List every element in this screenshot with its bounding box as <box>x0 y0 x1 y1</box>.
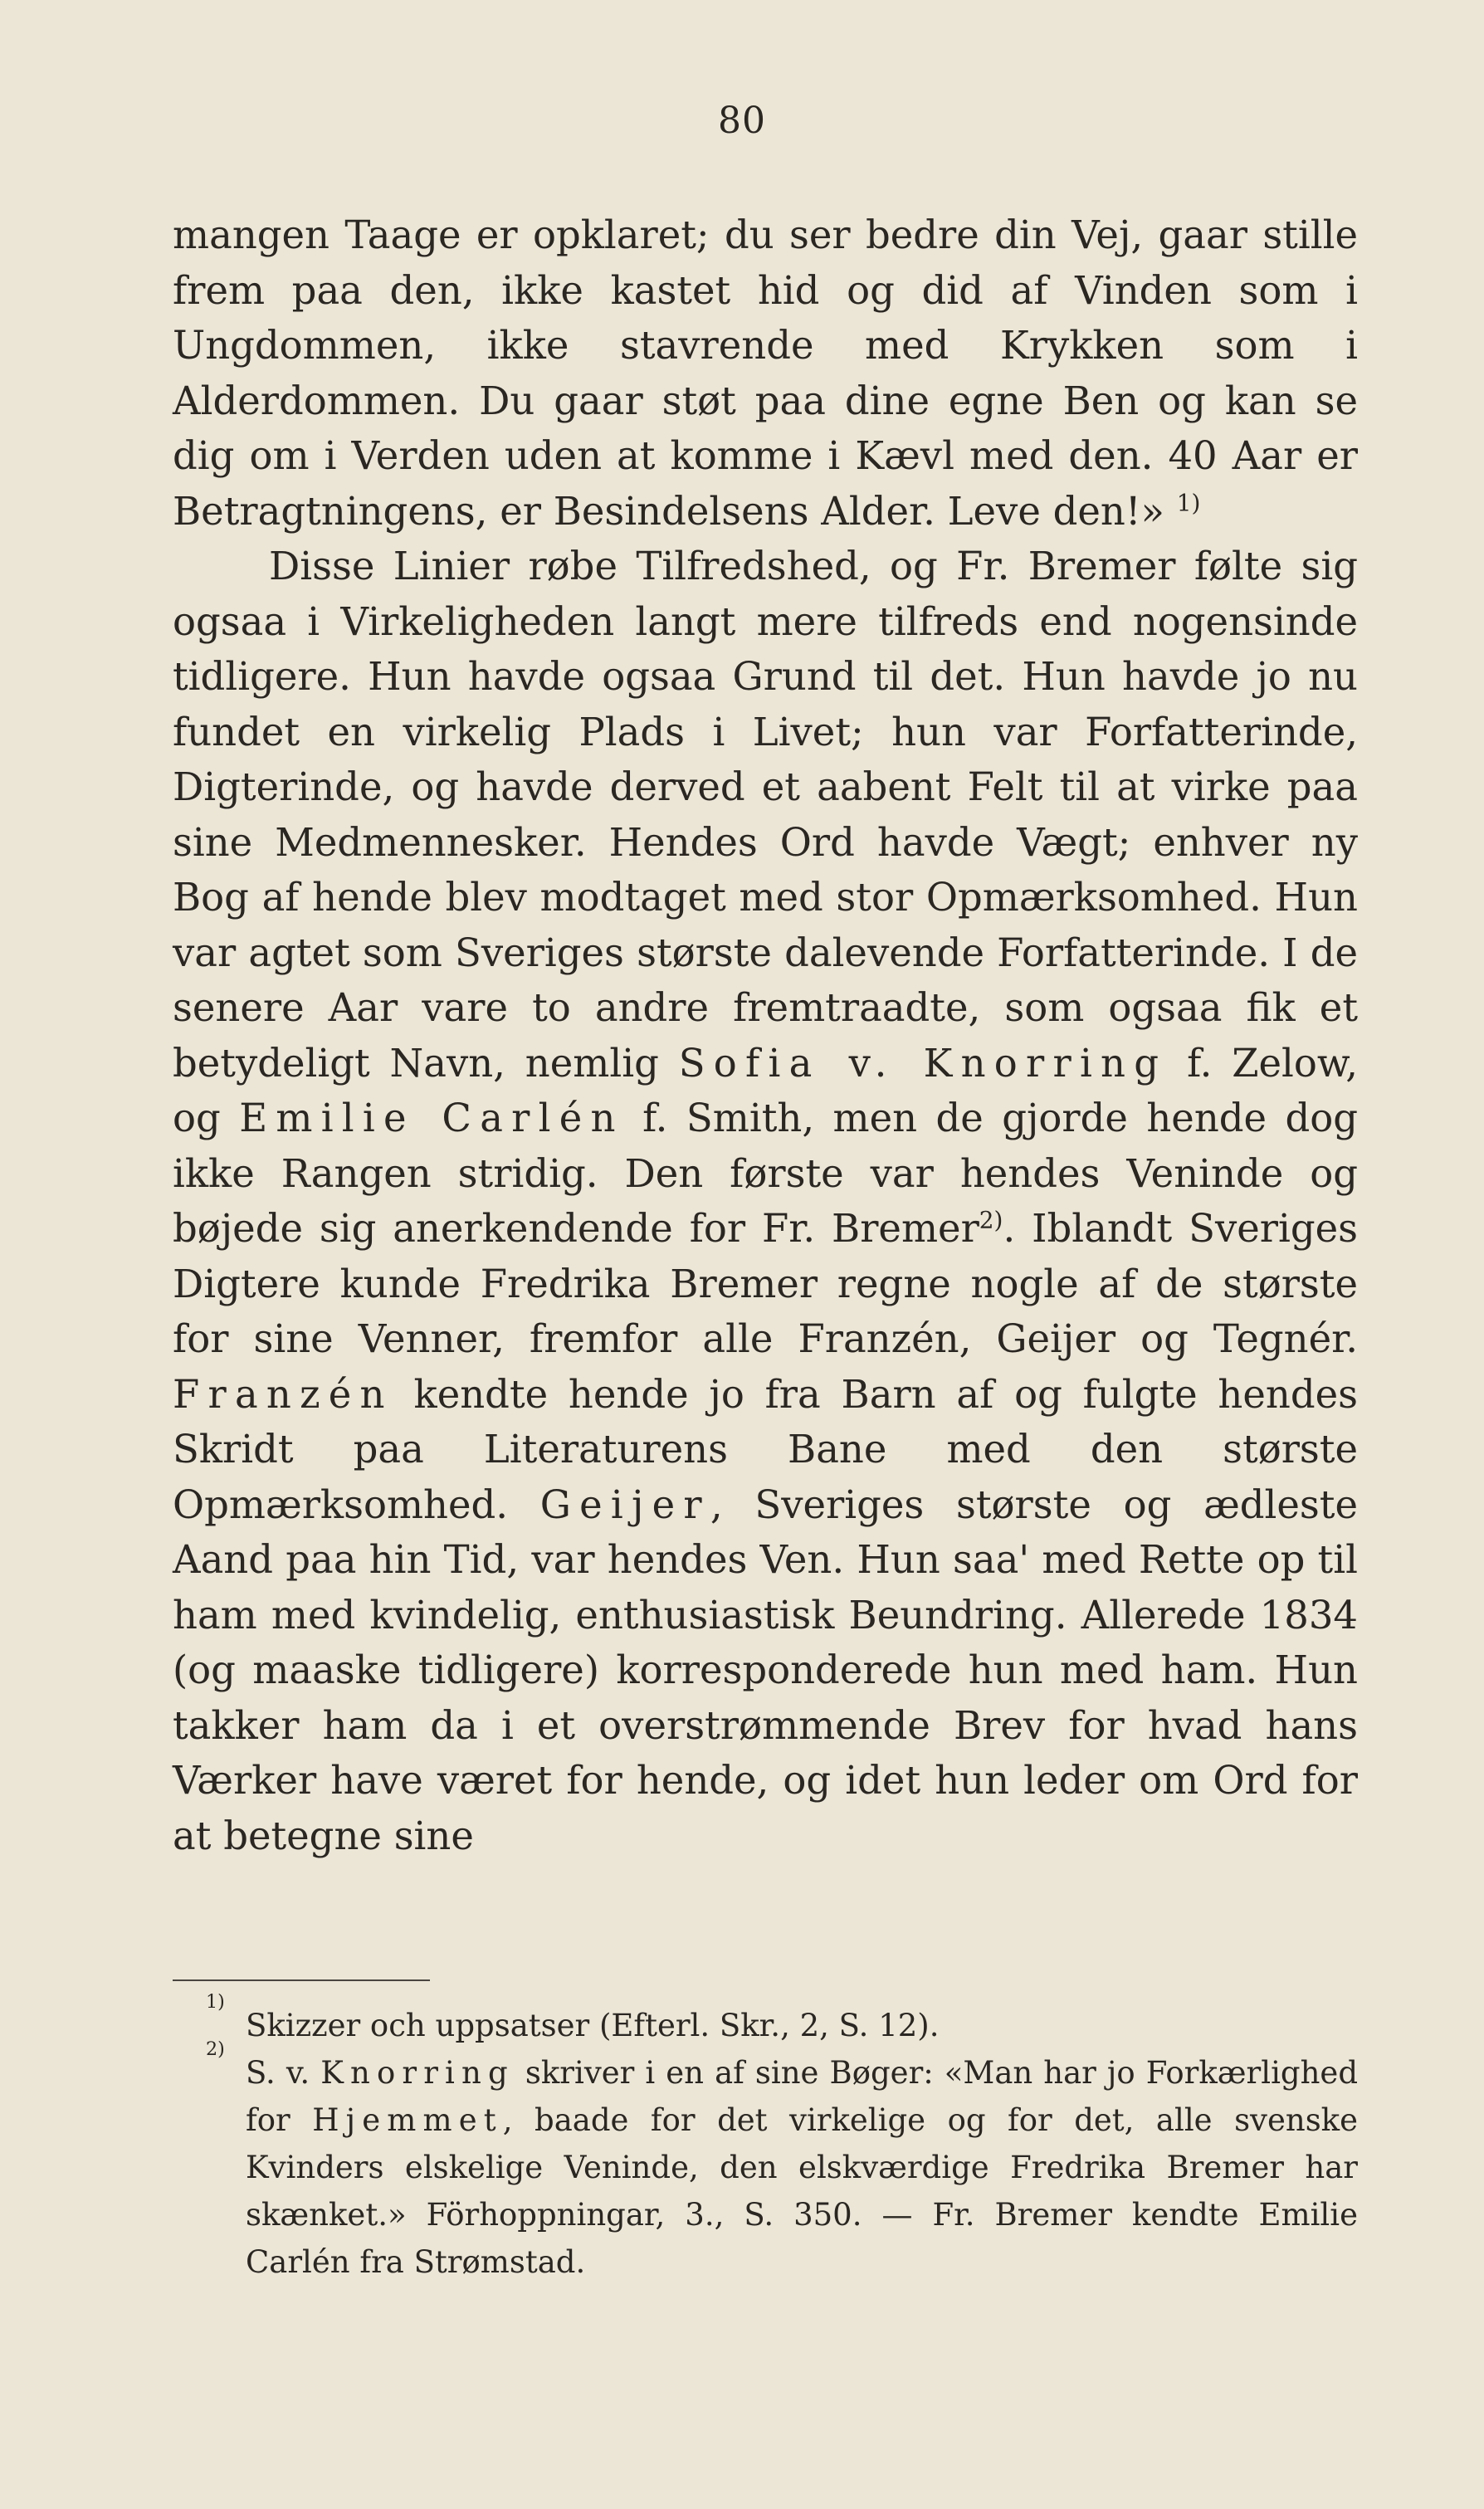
person-name: Franzén <box>173 1371 393 1417</box>
footnote-text: , baade for det virkelige og for det, alle svenske Kvinders elskelige Veninde, den elskværdige Fredrika Bremer har skænket.» Förhoppningar, 3., S. 350. — Fr. Bremer kendte Emilie Carlén fra Strømstad. <box>246 2102 1358 2280</box>
text-run: f. Smith, men de gjorde hende dog ikke Rangen stridig. Den første var hendes Veninde og bøjede sig anerkendende for Fr. Bremer <box>173 1096 1359 1251</box>
text-run: mangen Taage er opklaret; du ser bedre din Vej, gaar stille frem paa den, ikke kastet hid og did af Vinden som i Ungdommen, ikke stavrende med Krykken som i Alderdommen. Du gaar støt paa dine egne Ben og kan se dig om i Verden uden at komme i Kævl med den. 40 Aar er Betragtningens, er Besindelsens Alder. Leve den!» <box>173 212 1358 534</box>
footnote-ref: 2) <box>979 1206 1003 1234</box>
person-name: Sofia v. Knorring <box>678 1040 1168 1086</box>
person-name: Geijer <box>539 1481 710 1527</box>
footnote-ref: 1) <box>1176 489 1201 516</box>
footnote-text: skriver i en af sine Bøger: «Man har jo Forkærlighed for <box>246 2055 1359 2138</box>
footnote-text: Skizzer och uppsatser (Efterl. Skr., 2, S. 12). <box>246 2008 940 2043</box>
text-run: kendte hende jo fra Barn af og fulgte hendes Skridt paa Literaturens Bane med den største Opmærksomhed. <box>173 1371 1358 1527</box>
footnote: 2) S. v. Knorring skriver i en af sine Bøger: «Man har jo Forkærlighed for Hjemmet, baade for det virkelige og for det, alle svenske Kvinders elskelige Veninde, den elskværdige Fredrika Bremer har skænket.» Förhoppningar, 3., S. 350. — Fr. Bremer kendte Emilie Carlén fra Strømstad. <box>206 2038 1359 2280</box>
person-name: Knorring <box>320 2055 515 2091</box>
footnote: 1) Skizzer och uppsatser (Efterl. Skr., 2, S. 12). <box>206 1991 940 2043</box>
footnotes <box>173 1991 1359 2286</box>
text-run: . Iblandt Sveriges Digtere kunde Fredrika Bremer regne nogle af de største for sine Venner, fremfor alle Franzén, Geijer og Tegnér. <box>173 1206 1358 1361</box>
footnote-text: S. v. <box>246 2055 310 2091</box>
text-run: Disse Linier røbe Tilfredshed, og Fr. Bremer følte sig ogsaa i Virkeligheden langt mere tilfreds end nogensinde tidligere. Hun havde ogsaa Grund til det. Hun havde jo nu fundet en virkelig Plads i Livet; hun var Forfatterinde, Digterinde, og havde derved et aabent Felt til at virke paa sine Medmennesker. Hendes Ord havde Vægt; enhver ny Bog af hende blev modtaget med stor Opmærksomhed. Hun var agtet som Sveriges største dalevende Forfatterinde. I de senere Aar vare to andre fremtraadte, som ogsaa fik et betydeligt Navn, nemlig <box>173 544 1358 1086</box>
emphasized-word: Hjemmet <box>312 2102 503 2138</box>
body-text <box>173 207 1358 1863</box>
footnote-divider <box>173 1979 430 1981</box>
person-name: Emilie Carlén <box>239 1096 624 1140</box>
text-run: , Sveriges største og ædleste Aand paa hin Tid, var hendes Ven. Hun saa' med Rette op til ham med kvindelig, enthusiastisk Beundring. Allerede 1834 (og maaske tidligere) korresponderede hun med ham. Hun takker ham da i et overstrømmende Brev for hvad hans Værker have været for hende, og idet hun leder om Ord for at betegne sine <box>173 1481 1358 1858</box>
page-number: 80 <box>718 100 766 142</box>
paragraph <box>173 207 1358 539</box>
text-run: f. Zelow, og <box>173 1040 1358 1140</box>
paragraph <box>173 539 1358 1863</box>
